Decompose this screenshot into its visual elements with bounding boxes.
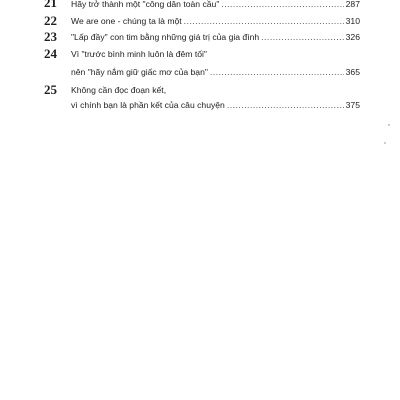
chapter-number: 22 <box>44 13 57 28</box>
toc-line <box>71 67 360 78</box>
dot-leader <box>210 67 344 78</box>
dot-leader <box>227 100 344 111</box>
chapter-number: 23 <box>44 29 57 44</box>
dot-leader <box>221 0 343 10</box>
chapter-title: Không cần đọc đoạn kết, <box>71 85 167 95</box>
page-number: 326 <box>345 32 360 42</box>
toc-line <box>71 85 360 96</box>
page-number: 375 <box>345 100 360 110</box>
chapter-title: Hãy trở thành một "công dân toàn cầu" <box>71 0 220 9</box>
chapter-number: 25 <box>44 82 57 97</box>
dot-leader <box>261 32 344 43</box>
dot-leader <box>184 16 344 27</box>
scan-speck <box>388 124 390 126</box>
chapter-title-continued: vì chính bạn là phần kết của câu chuyện <box>71 100 225 110</box>
toc-line <box>71 49 360 60</box>
page-number: 365 <box>345 67 360 77</box>
toc-line <box>71 32 360 43</box>
toc-line <box>71 0 360 10</box>
toc-line <box>71 16 360 27</box>
toc-line <box>71 100 360 111</box>
scan-speck <box>384 142 386 144</box>
chapter-title-continued: nên "hãy nắm giữ giấc mơ của bạn" <box>71 67 208 77</box>
chapter-title: We are one - chúng ta là một <box>71 16 182 26</box>
page-number: 287 <box>345 0 360 9</box>
chapter-number: 21 <box>44 0 57 10</box>
page-number: 310 <box>345 16 360 26</box>
chapter-title: Vì "trước bình minh luôn là đêm tối" <box>71 49 207 59</box>
chapter-title: "Lấp đầy" con tim bằng những giá trị của gia đình <box>71 32 260 42</box>
chapter-number: 24 <box>44 46 57 61</box>
